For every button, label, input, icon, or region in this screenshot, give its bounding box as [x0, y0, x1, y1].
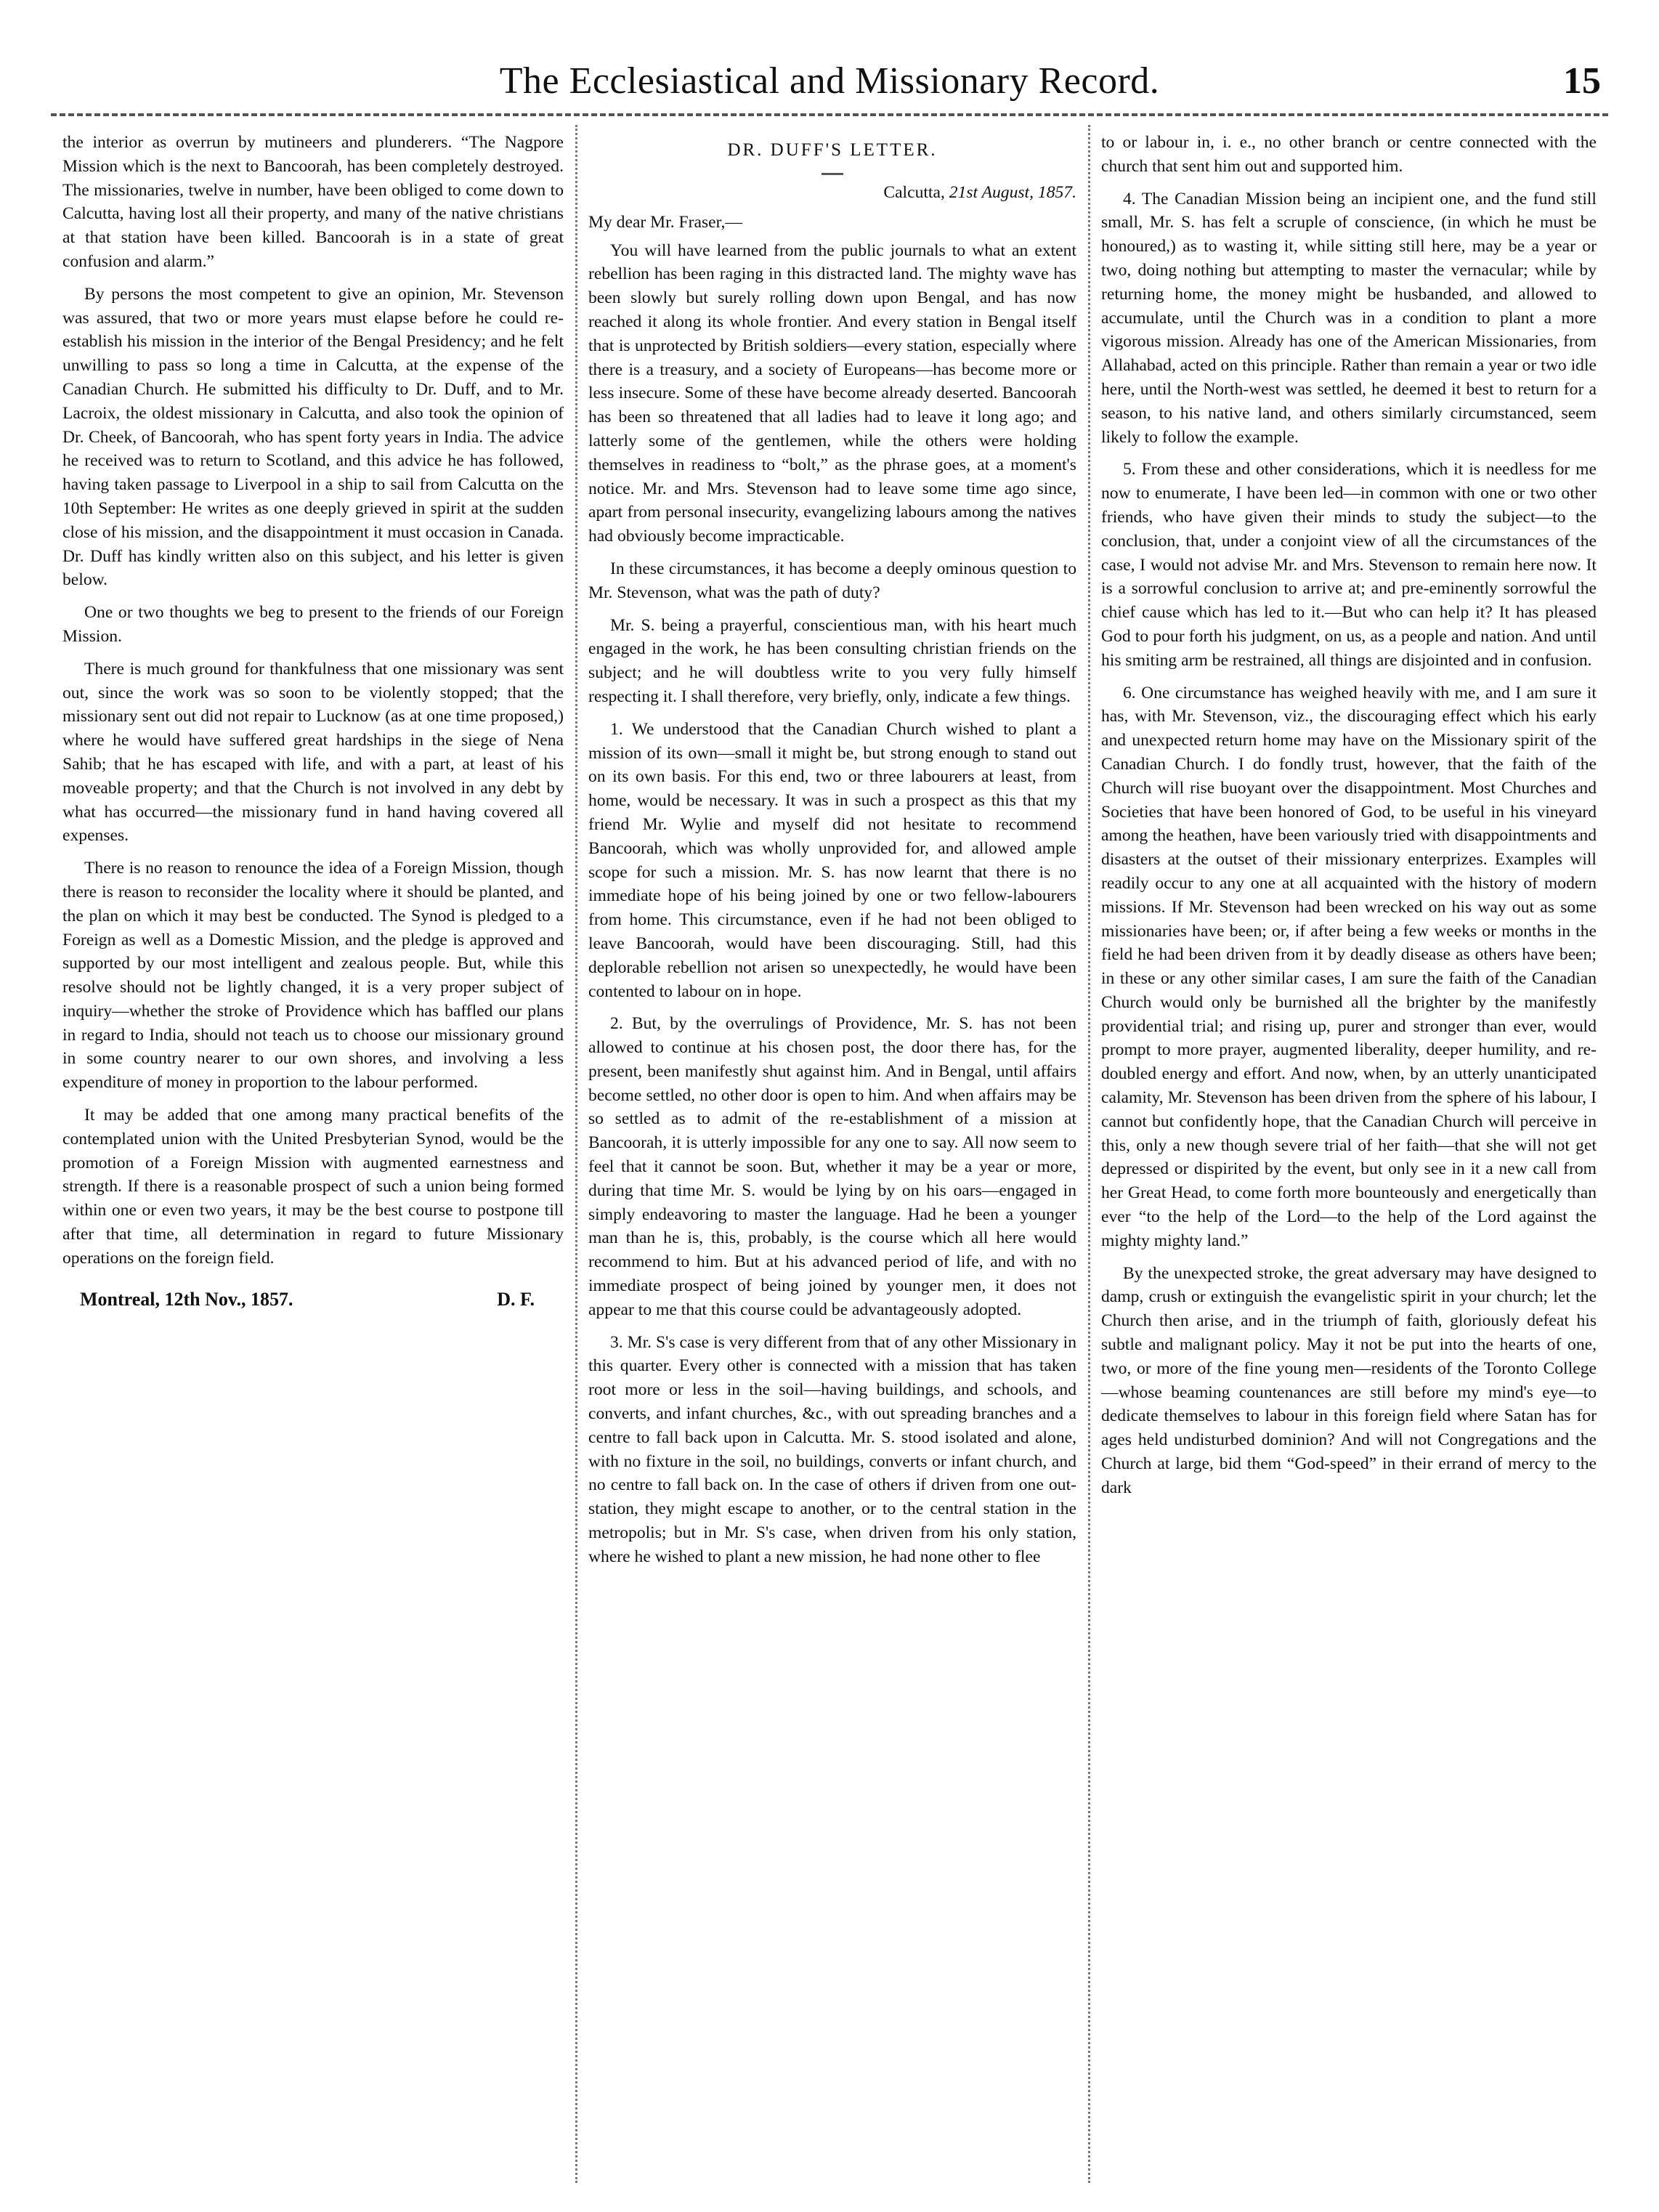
- title-rule: [822, 173, 843, 175]
- letter-dateline: [588, 181, 1076, 205]
- signature-line: [62, 1288, 564, 1312]
- column-right: [1101, 131, 1597, 2168]
- column-divider: [1088, 125, 1090, 2183]
- paragraph: 4. The Canadian Mission being an incipient one, and the fund still small, Mr. S. has felt a scruple of conscience, (in which he must be honoured,) as to wasting it, while sitting still here, may be a year or two, doing nothing but attempting to master the vernacular; while by returning home, the money might be husbanded, and allowed to accumulate, until the Church was in a condition to plant a more vigorous mission. Already has one of the American Missionaries, from Allahabad, acted on this principle. Rather than remain a year or two idle here, until the North-west was settled, he deemed it best to return for a season, to his native land, and others similarly circumstanced, seem likely to follow the example.: [1101, 189, 1597, 447]
- page-header: [51, 60, 1608, 110]
- paragraph: Mr. S. being a prayerful, conscientious man, with his heart much engaged in the work, he has been consulting christian friends on the subject; and he will doubtless write to you very fully himself respecting it. I shall therefore, very briefly, only, indicate a few things.: [588, 615, 1076, 706]
- dateline-place: Calcutta,: [883, 183, 945, 202]
- paragraph: 5. From these and other considerations, which it is needless for me now to enumerate, I have been led—in common with one or two other friends, who have given their minds to study the subject—to the conclusion, that, under a conjoint view of all the circumstances of the case, I would not advise Mr. and Mrs. Stevenson to remain here now. It is a sorrowful conclusion to arrive at; and pre-eminently sorrowful the chief cause which has led to it.—But who can help it? It has pleased God to pour forth his judgment, on us, as a people and nation. And until his smiting arm be restrained, all things are disjointed and in confusion.: [1101, 460, 1597, 670]
- paragraph: In these circumstances, it has become a deeply ominous question to Mr. Stevenson, what was the path of duty?: [588, 559, 1076, 602]
- letter-title: DR. DUFF'S LETTER.: [727, 140, 938, 160]
- dateline-date: 21st August, 1857.: [949, 183, 1076, 202]
- page-number: 15: [1563, 60, 1601, 102]
- paragraph: 3. Mr. S's case is very different from that of any other Missionary in this quarter. Every other is connected with a mission that has taken root more or less in the soil—having buildings, and schools, and converts, and infant churches, &c., with out spreading branches and a centre to fall back upon in Calcutta. Mr. S. stood isolated and alone, with no fixture in the soil, no buildings, converts or infant church, and no centre to fall back on. In the case of others if driven from one out-station, they might escape to another, or to the central station in the metropolis; but in Mr. S's case, when driven from his only station, where he wished to plant a new mission, he had none other to flee: [588, 1332, 1076, 1566]
- paragraph: One or two thoughts we beg to present to the friends of our Foreign Mission.: [62, 603, 564, 646]
- paragraph: It may be added that one among many practical benefits of the contemplated union with the United Presbyterian Synod, would be the promotion of a Foreign Mission with augmented earnestness and strength. If there is a reasonable prospect of such a union being formed within one or even two years, it may be the best course to postpone till after that time, all determination in regard to future Missionary operations on the foreign field.: [62, 1106, 564, 1268]
- running-title: The Ecclesiastical and Missionary Record.: [499, 60, 1160, 102]
- letter-salutation: My dear Mr. Fraser,—: [588, 212, 743, 232]
- paragraph: the interior as overrun by mutineers and plunderers. “The Nagpore Mission which is the next to Bancoorah, has been completely destroyed. The missionaries, twelve in number, have been obliged to come down to Calcutta, having lost all their property, and many of the native christians at that station have been killed. Bancoorah is in a state of great confusion and alarm.”: [62, 133, 564, 271]
- column-left: [62, 131, 564, 2168]
- signature-initials: D. F.: [497, 1288, 535, 1310]
- paragraph: 6. One circumstance has weighed heavily with me, and I am sure it has, with Mr. Stevenson, viz., the discouraging effect which his early and unexpected return home may have on the Missionary spirit of the Canadian Church. I do fondly trust, however, that the faith of the Church will rise buoyant over the disappointment. Most Churches and Societies that have been honored of God, to be useful in his vineyard among the heathen, have been variously tried with disappointments and disasters at the outset of their missionary enterprizes. Examples will readily occur to any one at all acquainted with the history of modern missions. If Mr. Stevenson had been wrecked on his way out as some missionaries have been; or, if after being a few weeks or months in the field he had been driven from it by deadly disease as others have been; in these or any other similar cases, I am sure the faith of the Canadian Church would only be burnished all the brighter by the manifestly providential trial; and rising up, purer and stronger than ever, would prompt to more prayer, augmented liberality, deeper humility, and re-doubled energy and effort. And now, when, by an utterly unanticipated calamity, Mr. Stevenson has been driven from the sphere of his labour, I cannot but confidently hope, that the Canadian Church will perceive in this, only a new though severe trial of her faith—that she will not get depressed or dispirited by the event, but only see in it a new call from her Great Head, to come forth more bounteously and energetically than ever “to the help of the Lord—to the help of the Lord against the mighty mighty land.”: [1101, 683, 1597, 1250]
- column-divider: [575, 125, 577, 2183]
- paragraph: There is much ground for thankfulness that one missionary was sent out, since the work was so soon to be violently stopped; that the missionary sent out did not repair to Lucknow (as at one time proposed,) where he would have suffered great hardships in the siege of Nena Sahib; that he has escaped with life, and with a part, at least of his moveable property; and that the Church is not involved in any debt by what has occurred—the missionary fund in hand having covered all expenses.: [62, 659, 564, 846]
- header-rule: [51, 113, 1608, 116]
- paragraph: By the unexpected stroke, the great adversary may have designed to damp, crush or extinguish the evangelistic spirit in your church; let the Church then arise, and in the triumph of faith, gloriously defeat his subtle and malignant policy. May it not be put into the hearts of one, two, or more of the fine young men—residents of the Toronto College—whose beaming countenances are still before my mind's eye—to dedicate themselves to labour in this foreign field where Satan has for ages held undisturbed dominion? And will not Congregations and the Church at large, bid them “God-speed” in their errand of mercy to the dark: [1101, 1263, 1597, 1497]
- paragraph: By persons the most competent to give an opinion, Mr. Stevenson was assured, that two or more years must elapse before he could re-establish his mission in the interior of the Bengal Presidency; and he felt unwilling to pass so long a time in Calcutta, at the expense of the Canadian Church. He submitted his difficulty to Dr. Duff, and to Mr. Lacroix, the oldest missionary in Calcutta, and also took the opinion of Dr. Cheek, of Bancoorah, who has spent forty years in India. The advice he received was to return to Scotland, and this advice he has followed, having taken passage to Liverpool in a ship to sail from Calcutta on the 10th September: He writes as one deeply grieved in spirit at the sudden close of his mission, and the disappointment it must occasion in Canada. Dr. Duff has kindly written also on this subject, and his letter is given below.: [62, 284, 564, 590]
- paragraph: 1. We understood that the Canadian Church wished to plant a mission of its own—small it might be, but strong enough to stand out on its own basis. For this end, two or three labourers at least, from home, would be necessary. It was in such a prospect as this that my friend Mr. Wylie and myself did not hesitate to recommend Bancoorah, which was wholly unprovided for, and allowed ample scope for such a mission. Mr. S. has now learnt that there is no immediate hope of his being joined by one or two fellow-labourers from home. This circumstance, even if he had not been obliged to leave Bancoorah, would have been discouraging. Still, had this deplorable rebellion not arisen so unexpectedly, he would have been contented to labour on in hope.: [588, 719, 1076, 1001]
- paragraph: to or labour in, i. e., no other branch or centre connected with the church that sent him out and supported him.: [1101, 133, 1597, 176]
- paragraph: There is no reason to renounce the idea of a Foreign Mission, though there is reason to reconsider the locality where it should be planted, and the plan on which it may best be conducted. The Synod is pledged to a Foreign as well as a Domestic Mission, and the pledge is approved and supported by our most intelligent and zealous people. But, while this resolve should not be lightly changed, it is a very proper subject of inquiry—whether the stroke of Providence which has baffled our plans in regard to India, should not teach us to choose our missionary ground in some country nearer to our own shores, and involving a less expenditure of money in proportion to the labour performed.: [62, 859, 564, 1093]
- paragraph: 2. But, by the overrulings of Providence, Mr. S. has not been allowed to continue at his chosen post, the door there has, for the present, been manifestly shut against him. And in Bengal, until affairs become settled, no other door is open to him. And when affairs may be so settled as to admit of the re-establishment of a mission at Bancoorah, it is utterly impossible for any one to say. All now seem to feel that it cannot be soon. But, whether it may be a year or more, during that time Mr. S. would be lying by on his oars—engaged in simply endeavoring to master the language. Had he been a younger man than he is, this, probably, is the course which all here would recommend to him. But at his advanced period of life, and with no immediate prospect of being joined by younger men, it does not appear to me that this course could be advantageously adopted.: [588, 1014, 1076, 1319]
- paragraph: You will have learned from the public journals to what an extent rebellion has been raging in this distracted land. The mighty wave has been slowly but surely rolling down upon Bengal, and has now reached it along its whole frontier. And every station in Bengal itself that is unprotected by British soldiers—every station, especially where there is a treasury, and a society of Europeans—has become more or less insecure. Some of these have become already deserted. Bancoorah has been so threatened that all ladies had to leave it long ago; and latterly some of the gentlemen, while the others were holding themselves in readiness to “bolt,” as the phrase goes, at a moment's notice. Mr. and Mrs. Stevenson had to leave some time ago since, apart from personal insecurity, evangelizing labours among the natives had obviously become impracticable.: [588, 240, 1076, 546]
- column-middle: [588, 131, 1076, 2168]
- signature-place-date: Montreal, 12th Nov., 1857.: [80, 1288, 293, 1310]
